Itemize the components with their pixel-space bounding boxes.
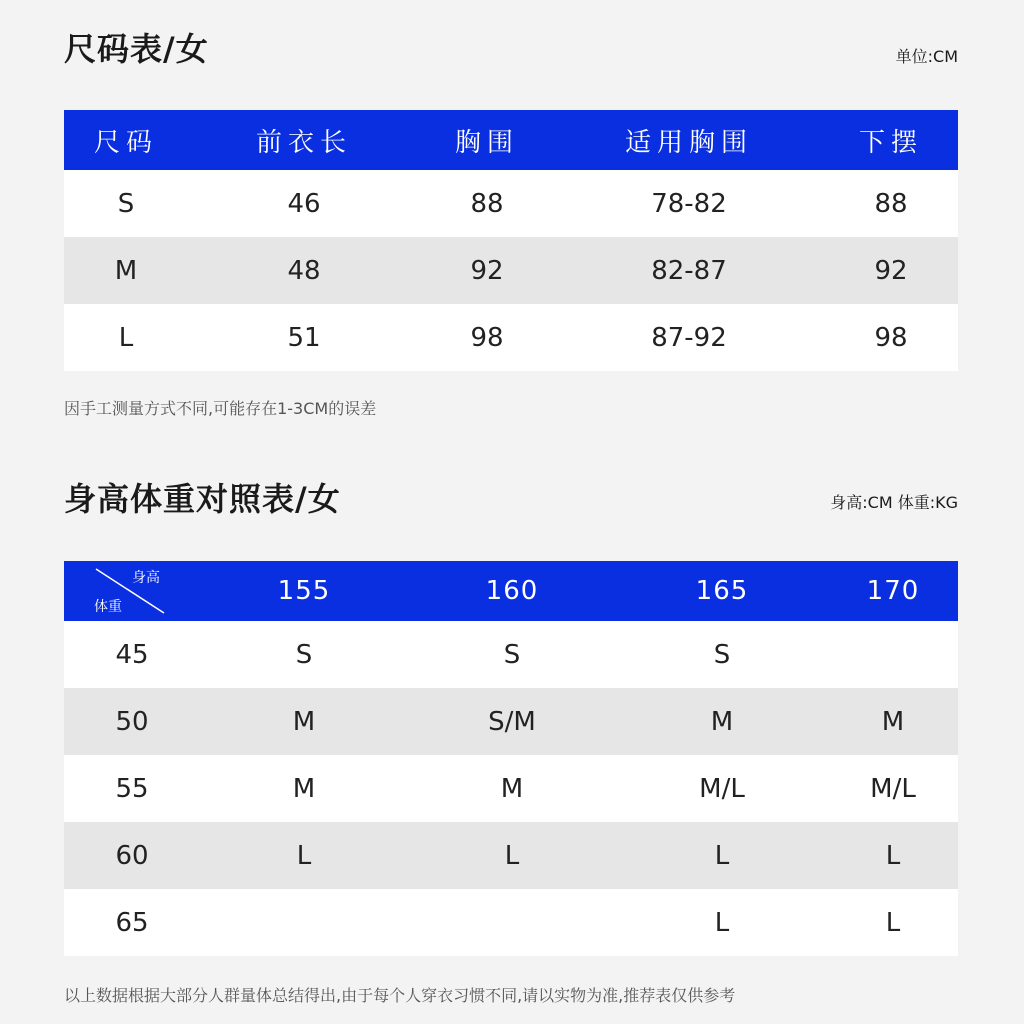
table-row [64, 822, 958, 889]
corner-weight-label: 体重 [94, 599, 122, 615]
height-weight-table [64, 561, 958, 956]
table-row [64, 304, 958, 371]
corner-cell [64, 561, 200, 621]
corner-height-label: 身高 [132, 570, 160, 586]
cell: L [714, 840, 730, 871]
height-weight-header [64, 561, 958, 621]
cell: M [114, 255, 138, 286]
cell: M [292, 773, 316, 804]
cell: 92 [874, 255, 908, 286]
cell: 78-82 [651, 188, 727, 219]
header-fit-chest: 适用胸围 [624, 127, 753, 158]
cell [828, 621, 958, 688]
weight-cell: 60 [115, 840, 149, 871]
cell: M [292, 706, 316, 737]
cell: L [714, 907, 730, 938]
cell: 51 [287, 322, 321, 353]
header-height: 155 [277, 576, 331, 606]
cell: M/L [870, 773, 916, 804]
header-front-length: 前衣长 [255, 127, 352, 158]
cell: S [503, 639, 521, 670]
body-chart-title: 身高体重对照表/女 [64, 480, 341, 518]
table-row [64, 237, 958, 304]
body-chart-unit: 身高:CM 体重:KG [830, 493, 958, 512]
cell: 98 [470, 322, 504, 353]
cell: S [117, 188, 135, 219]
header-chest: 胸围 [454, 127, 519, 158]
header-size: 尺码 [93, 127, 158, 158]
cell [200, 889, 408, 956]
table-row [64, 889, 958, 956]
cell: M [881, 706, 905, 737]
cell [408, 889, 616, 956]
header-height: 165 [695, 576, 749, 606]
cell: 92 [470, 255, 504, 286]
size-chart-unit: 单位:CM [895, 47, 958, 66]
cell: 98 [874, 322, 908, 353]
cell: S [295, 639, 313, 670]
header-hem: 下摆 [858, 127, 923, 158]
cell: L [296, 840, 312, 871]
size-table [64, 110, 958, 371]
weight-cell: 65 [115, 907, 149, 938]
cell: L [885, 840, 901, 871]
cell: M [500, 773, 524, 804]
cell: 46 [287, 188, 321, 219]
size-table-header [64, 110, 958, 170]
header-height: 170 [866, 576, 920, 606]
cell: L [118, 322, 134, 353]
cell: S [713, 639, 731, 670]
header-height: 160 [485, 576, 539, 606]
weight-cell: 55 [115, 773, 149, 804]
size-chart-title: 尺码表/女 [64, 30, 209, 68]
table-row [64, 688, 958, 755]
cell: L [504, 840, 520, 871]
weight-cell: 50 [115, 706, 149, 737]
cell: M/L [699, 773, 745, 804]
cell: 82-87 [651, 255, 727, 286]
table-row [64, 621, 958, 688]
weight-cell: 45 [115, 639, 149, 670]
cell: 87-92 [651, 322, 727, 353]
body-chart-note: 以上数据根据大部分人群量体总结得出,由于每个人穿衣习惯不同,请以实物为准,推荐表仅供参考 [64, 986, 736, 1005]
cell: S/M [488, 706, 536, 737]
cell: M [710, 706, 734, 737]
size-chart-note: 因手工测量方式不同,可能存在1-3CM的误差 [64, 399, 377, 418]
cell: 88 [874, 188, 908, 219]
cell: L [885, 907, 901, 938]
table-row [64, 170, 958, 237]
table-row [64, 755, 958, 822]
cell: 88 [470, 188, 504, 219]
cell: 48 [287, 255, 321, 286]
